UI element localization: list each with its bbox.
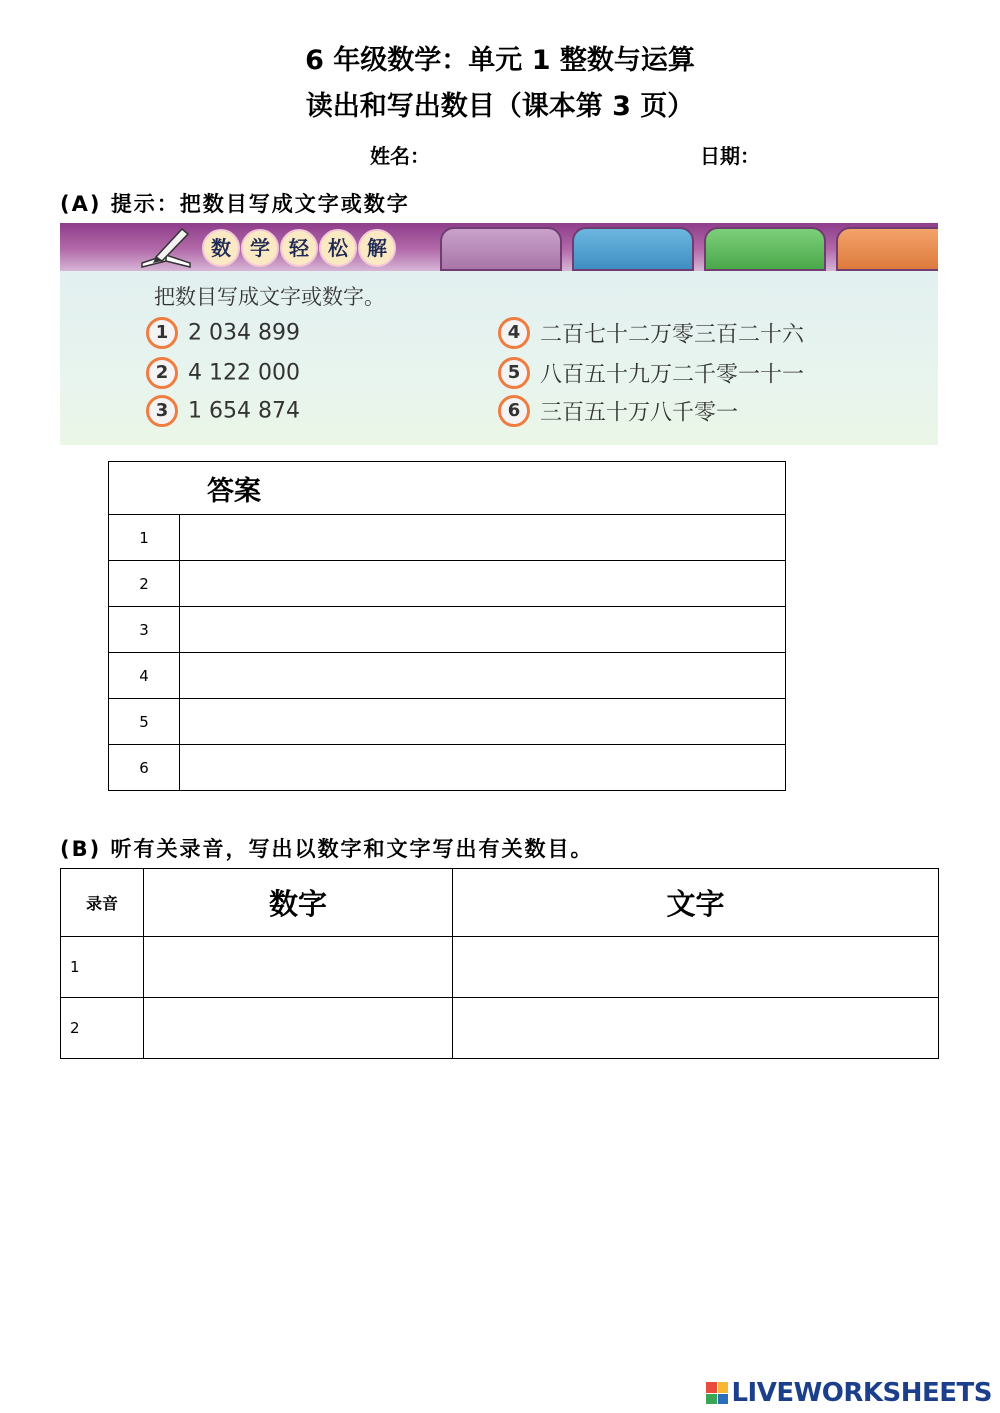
recording-number: 2 bbox=[61, 998, 144, 1059]
textbook-question bbox=[146, 357, 300, 389]
table-row bbox=[109, 515, 786, 561]
question-text: 二百七十二万零三百二十六 bbox=[540, 322, 805, 348]
question-number: 2 bbox=[146, 357, 178, 389]
seat-decoration bbox=[704, 227, 826, 271]
answer-table bbox=[108, 461, 786, 791]
question-text: 1 654 874 bbox=[188, 398, 300, 424]
question-text: 三百五十万八千零一 bbox=[540, 400, 739, 426]
banner-badge: 轻 bbox=[280, 229, 318, 267]
words-input-cell[interactable] bbox=[453, 937, 939, 998]
answer-row-number: 5 bbox=[109, 699, 180, 745]
question-number: 1 bbox=[146, 317, 178, 349]
liveworksheets-brand: LIVEWORKSHEETS bbox=[731, 1378, 992, 1408]
table-row bbox=[109, 653, 786, 699]
question-number: 6 bbox=[498, 395, 530, 427]
title-line-1: 6 年级数学：单元 1 整数与运算 bbox=[305, 45, 695, 76]
answer-table-header: 答案 bbox=[109, 462, 786, 515]
answer-row-number: 2 bbox=[109, 561, 180, 607]
table-row bbox=[109, 607, 786, 653]
table-row bbox=[109, 561, 786, 607]
words-column-header: 文字 bbox=[453, 869, 939, 937]
date-label: 日期： bbox=[700, 144, 760, 168]
textbook-banner bbox=[60, 223, 938, 271]
liveworksheets-logo-icon bbox=[706, 1382, 728, 1404]
answer-input-cell[interactable] bbox=[180, 745, 786, 791]
pencil-book-icon bbox=[138, 225, 198, 269]
banner-badge: 数 bbox=[202, 229, 240, 267]
banner-badge: 解 bbox=[358, 229, 396, 267]
banner-badge: 松 bbox=[319, 229, 357, 267]
recording-column-header: 录音 bbox=[61, 869, 144, 937]
answer-row-number: 3 bbox=[109, 607, 180, 653]
seat-decoration bbox=[440, 227, 562, 271]
recording-number: 1 bbox=[61, 937, 144, 998]
section-a-label: (A) 提示：把数目写成文字或数字 bbox=[60, 192, 410, 216]
banner-badge: 学 bbox=[241, 229, 279, 267]
liveworksheets-footer bbox=[706, 1378, 992, 1408]
textbook-question bbox=[498, 357, 804, 389]
table-row bbox=[61, 937, 939, 998]
textbook-question bbox=[498, 317, 804, 349]
seat-decoration bbox=[836, 227, 938, 271]
digits-column-header: 数字 bbox=[144, 869, 453, 937]
question-number: 5 bbox=[498, 357, 530, 389]
answer-row-number: 6 bbox=[109, 745, 180, 791]
words-input-cell[interactable] bbox=[453, 998, 939, 1059]
textbook-question bbox=[146, 395, 300, 427]
answer-input-cell[interactable] bbox=[180, 515, 786, 561]
answer-input-cell[interactable] bbox=[180, 653, 786, 699]
answer-row-number: 1 bbox=[109, 515, 180, 561]
textbook-question bbox=[146, 317, 300, 349]
recording-table bbox=[60, 868, 939, 1059]
seat-decoration bbox=[572, 227, 694, 271]
textbook-excerpt-image bbox=[60, 223, 938, 445]
answer-row-number: 4 bbox=[109, 653, 180, 699]
question-text: 2 034 899 bbox=[188, 320, 300, 346]
textbook-question bbox=[498, 395, 738, 427]
table-row bbox=[109, 699, 786, 745]
section-b-label: (B) 听有关录音，写出以数字和文字写出有关数目。 bbox=[60, 837, 594, 861]
question-number: 3 bbox=[146, 395, 178, 427]
answer-input-cell[interactable] bbox=[180, 607, 786, 653]
table-row bbox=[61, 998, 939, 1059]
question-text: 八百五十九万二千零一十一 bbox=[540, 362, 805, 388]
question-number: 4 bbox=[498, 317, 530, 349]
answer-input-cell[interactable] bbox=[180, 561, 786, 607]
table-row bbox=[109, 745, 786, 791]
digits-input-cell[interactable] bbox=[144, 998, 453, 1059]
title-line-2: 读出和写出数目（课本第 3 页） bbox=[305, 91, 695, 122]
answer-input-cell[interactable] bbox=[180, 699, 786, 745]
question-text: 4 122 000 bbox=[188, 360, 300, 386]
name-label: 姓名： bbox=[370, 144, 430, 168]
digits-input-cell[interactable] bbox=[144, 937, 453, 998]
textbook-instruction: 把数目写成文字或数字。 bbox=[154, 285, 385, 309]
